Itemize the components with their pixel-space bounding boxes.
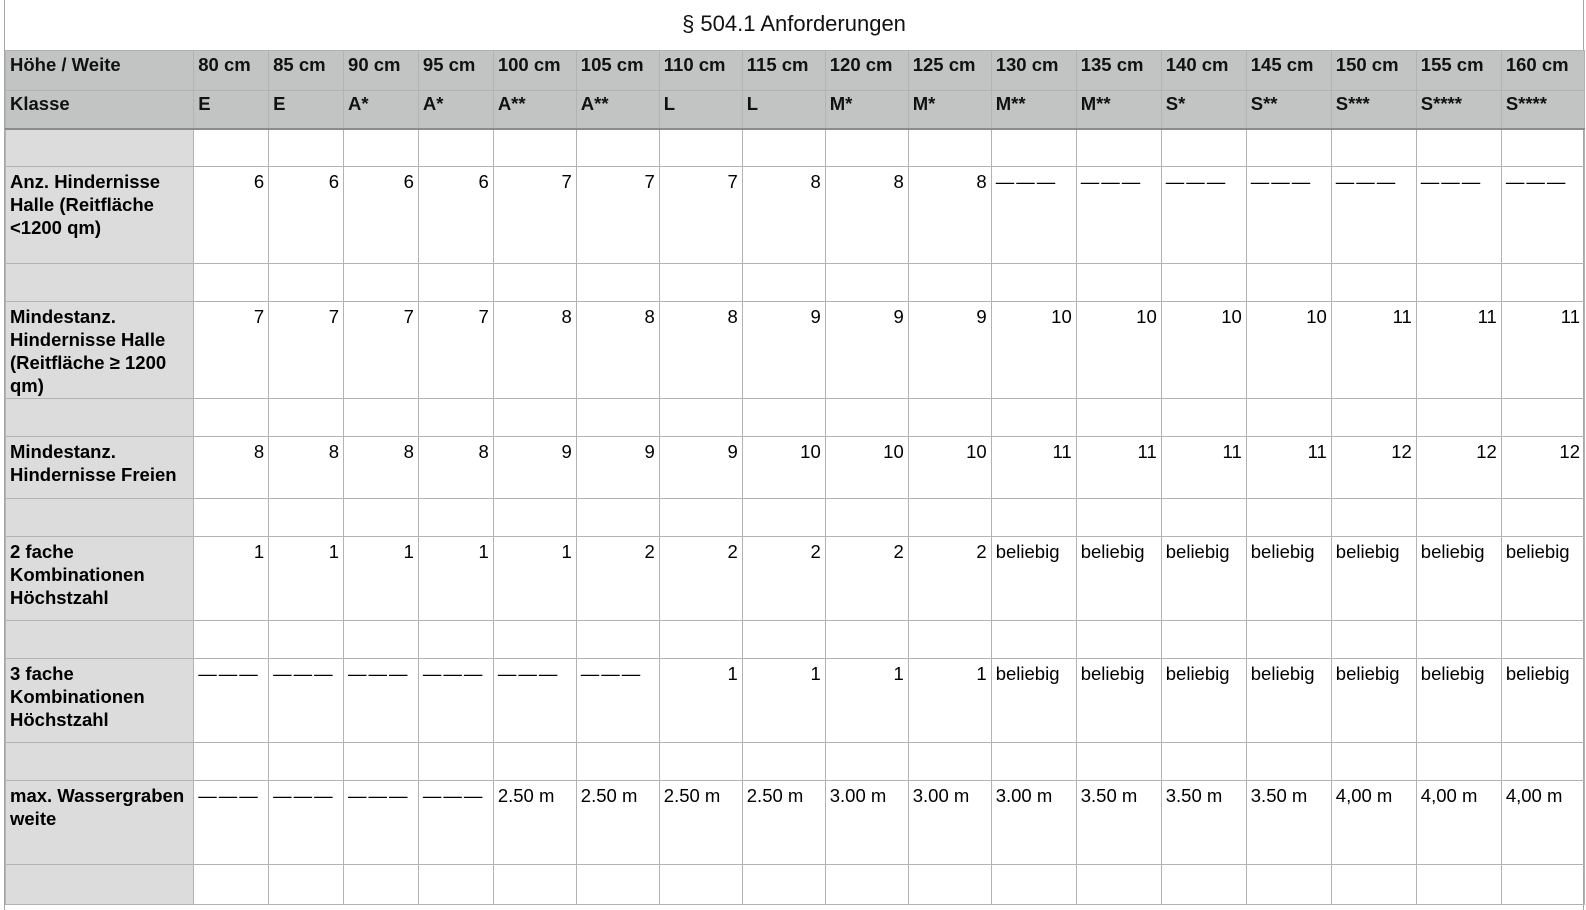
empty-cell[interactable]	[991, 865, 1076, 905]
empty-cell[interactable]	[493, 499, 576, 537]
empty-cell[interactable]	[1501, 621, 1584, 659]
empty-cell[interactable]	[1246, 499, 1331, 537]
header-class-cell[interactable]: A*	[344, 91, 419, 129]
data-cell[interactable]: 9	[576, 437, 659, 499]
data-cell[interactable]: ———	[1246, 167, 1331, 264]
empty-cell[interactable]	[825, 264, 908, 302]
empty-cell[interactable]	[6, 264, 194, 302]
data-cell[interactable]: 10	[1076, 302, 1161, 399]
table-row	[6, 167, 1585, 264]
header-class-cell[interactable]: S****	[1501, 91, 1584, 129]
empty-cell[interactable]	[742, 399, 825, 437]
data-cell[interactable]: 7	[194, 302, 269, 399]
header-height-cell[interactable]: 135 cm	[1076, 51, 1161, 91]
data-cell[interactable]: 6	[194, 167, 269, 264]
data-cell[interactable]: ———	[1501, 167, 1584, 264]
data-cell[interactable]: 11	[991, 437, 1076, 499]
spacer-row	[6, 399, 1585, 437]
empty-cell[interactable]	[6, 499, 194, 537]
data-cell[interactable]: ———	[991, 167, 1076, 264]
empty-cell[interactable]	[194, 129, 269, 167]
data-cell[interactable]: 4,00 m	[1416, 781, 1501, 865]
data-cell[interactable]: beliebig	[1331, 537, 1416, 621]
data-cell[interactable]: 2.50 m	[742, 781, 825, 865]
header-height-cell[interactable]: 90 cm	[344, 51, 419, 91]
data-cell[interactable]: 1	[742, 659, 825, 743]
empty-cell[interactable]	[1331, 499, 1416, 537]
header-class-cell[interactable]: E	[269, 91, 344, 129]
data-cell[interactable]: 8	[418, 437, 493, 499]
empty-cell[interactable]	[1331, 743, 1416, 781]
data-cell[interactable]: ———	[493, 659, 576, 743]
header-height-cell[interactable]: 85 cm	[269, 51, 344, 91]
empty-cell[interactable]	[1501, 264, 1584, 302]
data-cell[interactable]: 1	[659, 659, 742, 743]
data-cell[interactable]: 2.50 m	[493, 781, 576, 865]
data-cell[interactable]: ———	[1331, 167, 1416, 264]
data-cell[interactable]: 10	[1246, 302, 1331, 399]
spacer-row	[6, 743, 1585, 781]
empty-cell[interactable]	[576, 129, 659, 167]
data-cell[interactable]: beliebig	[991, 659, 1076, 743]
empty-cell[interactable]	[418, 399, 493, 437]
data-cell[interactable]: 9	[493, 437, 576, 499]
empty-cell[interactable]	[194, 499, 269, 537]
header-class-cell[interactable]: M**	[991, 91, 1076, 129]
data-cell[interactable]: ———	[194, 659, 269, 743]
empty-cell[interactable]	[659, 621, 742, 659]
data-cell[interactable]: ———	[1416, 167, 1501, 264]
spreadsheet-sheet	[4, 0, 1584, 910]
header-class-cell[interactable]: M*	[825, 91, 908, 129]
data-cell[interactable]: 2	[576, 537, 659, 621]
data-cell[interactable]: 8	[344, 437, 419, 499]
empty-cell[interactable]	[493, 399, 576, 437]
empty-cell[interactable]	[659, 264, 742, 302]
empty-cell[interactable]	[576, 399, 659, 437]
empty-cell[interactable]	[6, 621, 194, 659]
data-cell[interactable]: 12	[1331, 437, 1416, 499]
empty-cell[interactable]	[344, 399, 419, 437]
data-cell[interactable]: ———	[269, 659, 344, 743]
data-cell[interactable]: 8	[576, 302, 659, 399]
table-row	[6, 302, 1585, 399]
empty-cell[interactable]	[418, 264, 493, 302]
data-cell[interactable]: 3.50 m	[1246, 781, 1331, 865]
data-cell[interactable]: 10	[825, 437, 908, 499]
data-cell[interactable]: beliebig	[991, 537, 1076, 621]
header-label-height[interactable]: Höhe / Weite	[6, 51, 194, 91]
header-height-cell[interactable]: 155 cm	[1416, 51, 1501, 91]
data-cell[interactable]: beliebig	[1501, 659, 1584, 743]
row-label[interactable]: 3 fache Kombinationen Höchstzahl	[6, 659, 194, 743]
empty-cell[interactable]	[344, 865, 419, 905]
data-cell[interactable]: beliebig	[1076, 659, 1161, 743]
empty-cell[interactable]	[418, 621, 493, 659]
empty-cell[interactable]	[1416, 743, 1501, 781]
header-class-cell[interactable]: M*	[908, 91, 991, 129]
data-cell[interactable]: beliebig	[1416, 537, 1501, 621]
empty-cell[interactable]	[269, 743, 344, 781]
data-cell[interactable]: 2	[825, 537, 908, 621]
empty-cell[interactable]	[418, 743, 493, 781]
empty-cell[interactable]	[742, 129, 825, 167]
data-cell[interactable]: beliebig	[1076, 537, 1161, 621]
header-height-cell[interactable]: 140 cm	[1161, 51, 1246, 91]
data-cell[interactable]: 7	[418, 302, 493, 399]
data-cell[interactable]: 3.50 m	[1076, 781, 1161, 865]
empty-cell[interactable]	[1076, 399, 1161, 437]
empty-cell[interactable]	[991, 621, 1076, 659]
data-cell[interactable]: 9	[659, 437, 742, 499]
empty-cell[interactable]	[1161, 129, 1246, 167]
header-class-cell[interactable]: L	[742, 91, 825, 129]
empty-cell[interactable]	[991, 264, 1076, 302]
data-cell[interactable]: 8	[659, 302, 742, 399]
empty-cell[interactable]	[1246, 865, 1331, 905]
empty-cell[interactable]	[1076, 129, 1161, 167]
empty-cell[interactable]	[194, 621, 269, 659]
data-cell[interactable]: 3.50 m	[1161, 781, 1246, 865]
data-cell[interactable]: 2	[908, 537, 991, 621]
data-cell[interactable]: 1	[344, 537, 419, 621]
empty-cell[interactable]	[344, 264, 419, 302]
header-row-heights	[6, 51, 1585, 91]
empty-cell[interactable]	[991, 399, 1076, 437]
header-row-classes	[6, 91, 1585, 129]
empty-cell[interactable]	[194, 743, 269, 781]
empty-cell[interactable]	[493, 621, 576, 659]
empty-cell[interactable]	[269, 499, 344, 537]
empty-cell[interactable]	[1161, 399, 1246, 437]
empty-cell[interactable]	[991, 129, 1076, 167]
empty-cell[interactable]	[1501, 129, 1584, 167]
data-cell[interactable]: 12	[1501, 437, 1584, 499]
data-cell[interactable]: 2.50 m	[659, 781, 742, 865]
empty-cell[interactable]	[576, 865, 659, 905]
header-height-cell[interactable]: 125 cm	[908, 51, 991, 91]
data-cell[interactable]: beliebig	[1246, 659, 1331, 743]
data-cell[interactable]: 4,00 m	[1331, 781, 1416, 865]
empty-cell[interactable]	[1416, 264, 1501, 302]
data-cell[interactable]: 2	[742, 537, 825, 621]
empty-cell[interactable]	[576, 499, 659, 537]
data-cell[interactable]: 11	[1501, 302, 1584, 399]
empty-cell[interactable]	[269, 621, 344, 659]
data-cell[interactable]: 1	[825, 659, 908, 743]
empty-cell[interactable]	[576, 621, 659, 659]
empty-cell[interactable]	[6, 865, 194, 905]
data-cell[interactable]: 10	[991, 302, 1076, 399]
empty-cell[interactable]	[659, 743, 742, 781]
data-cell[interactable]: 11	[1076, 437, 1161, 499]
empty-cell[interactable]	[908, 264, 991, 302]
table-row	[6, 659, 1585, 743]
header-class-cell[interactable]: A**	[493, 91, 576, 129]
data-cell[interactable]: ———	[269, 781, 344, 865]
header-height-cell[interactable]: 120 cm	[825, 51, 908, 91]
empty-cell[interactable]	[1416, 865, 1501, 905]
empty-cell[interactable]	[825, 865, 908, 905]
empty-cell[interactable]	[659, 499, 742, 537]
empty-cell[interactable]	[418, 129, 493, 167]
empty-cell[interactable]	[418, 499, 493, 537]
header-height-cell[interactable]: 105 cm	[576, 51, 659, 91]
data-cell[interactable]: ———	[1161, 167, 1246, 264]
data-cell[interactable]: 8	[742, 167, 825, 264]
empty-cell[interactable]	[1246, 621, 1331, 659]
empty-cell[interactable]	[742, 865, 825, 905]
data-cell[interactable]: ———	[576, 659, 659, 743]
header-class-cell[interactable]: A**	[576, 91, 659, 129]
row-label[interactable]: 2 fache Kombinationen Höchstzahl	[6, 537, 194, 621]
header-class-cell[interactable]: M**	[1076, 91, 1161, 129]
data-cell[interactable]: ———	[1076, 167, 1161, 264]
empty-cell[interactable]	[908, 129, 991, 167]
data-cell[interactable]: beliebig	[1161, 537, 1246, 621]
header-class-cell[interactable]: L	[659, 91, 742, 129]
empty-cell[interactable]	[1416, 621, 1501, 659]
header-class-cell[interactable]: S*	[1161, 91, 1246, 129]
data-cell[interactable]: 3.00 m	[825, 781, 908, 865]
empty-cell[interactable]	[1076, 621, 1161, 659]
empty-cell[interactable]	[1246, 264, 1331, 302]
header-class-cell[interactable]: E	[194, 91, 269, 129]
empty-cell[interactable]	[344, 743, 419, 781]
spacer-row	[6, 264, 1585, 302]
row-label[interactable]: Mindestanz. Hindernisse Halle (Reitfläche ≥ 1200 qm)	[6, 302, 194, 399]
empty-cell[interactable]	[908, 499, 991, 537]
empty-cell[interactable]	[269, 865, 344, 905]
empty-cell[interactable]	[493, 129, 576, 167]
data-cell[interactable]: ———	[418, 659, 493, 743]
empty-cell[interactable]	[1076, 499, 1161, 537]
empty-cell[interactable]	[418, 865, 493, 905]
data-cell[interactable]: 11	[1246, 437, 1331, 499]
data-cell[interactable]: 9	[742, 302, 825, 399]
data-cell[interactable]: 10	[908, 437, 991, 499]
header-class-cell[interactable]: A*	[418, 91, 493, 129]
data-cell[interactable]: beliebig	[1331, 659, 1416, 743]
empty-cell[interactable]	[991, 743, 1076, 781]
empty-cell[interactable]	[1331, 264, 1416, 302]
data-cell[interactable]: 7	[659, 167, 742, 264]
empty-cell[interactable]	[742, 499, 825, 537]
data-cell[interactable]: 11	[1161, 437, 1246, 499]
empty-cell[interactable]	[1076, 865, 1161, 905]
empty-cell[interactable]	[269, 264, 344, 302]
data-cell[interactable]: ———	[344, 659, 419, 743]
empty-cell[interactable]	[1416, 499, 1501, 537]
empty-cell[interactable]	[269, 129, 344, 167]
data-cell[interactable]: ———	[418, 781, 493, 865]
data-cell[interactable]: 6	[269, 167, 344, 264]
empty-cell[interactable]	[1501, 499, 1584, 537]
header-height-cell[interactable]: 130 cm	[991, 51, 1076, 91]
empty-cell[interactable]	[742, 743, 825, 781]
empty-cell[interactable]	[194, 865, 269, 905]
row-label[interactable]: Anz. Hindernisse Halle (Reitfläche <1200 qm)	[6, 167, 194, 264]
header-height-cell[interactable]: 95 cm	[418, 51, 493, 91]
header-height-cell[interactable]: 150 cm	[1331, 51, 1416, 91]
empty-cell[interactable]	[825, 129, 908, 167]
empty-cell[interactable]	[1161, 499, 1246, 537]
data-cell[interactable]: beliebig	[1416, 659, 1501, 743]
header-height-cell[interactable]: 115 cm	[742, 51, 825, 91]
empty-cell[interactable]	[1246, 399, 1331, 437]
header-label-class[interactable]: Klasse	[6, 91, 194, 129]
header-height-cell[interactable]: 145 cm	[1246, 51, 1331, 91]
empty-cell[interactable]	[344, 129, 419, 167]
empty-cell[interactable]	[1246, 129, 1331, 167]
empty-cell[interactable]	[344, 499, 419, 537]
empty-cell[interactable]	[576, 743, 659, 781]
data-cell[interactable]: 1	[908, 659, 991, 743]
empty-cell[interactable]	[908, 865, 991, 905]
empty-cell[interactable]	[344, 621, 419, 659]
empty-cell[interactable]	[659, 399, 742, 437]
data-cell[interactable]: ———	[194, 781, 269, 865]
data-cell[interactable]: 6	[344, 167, 419, 264]
data-cell[interactable]: 3.00 m	[908, 781, 991, 865]
empty-cell[interactable]	[1416, 399, 1501, 437]
empty-cell[interactable]	[908, 743, 991, 781]
data-cell[interactable]: 1	[269, 537, 344, 621]
sheet-title: § 504.1 Anforderungen	[682, 11, 906, 36]
empty-cell[interactable]	[493, 264, 576, 302]
data-cell[interactable]: 7	[493, 167, 576, 264]
spacer-row	[6, 621, 1585, 659]
header-class-cell[interactable]: S***	[1331, 91, 1416, 129]
empty-cell[interactable]	[6, 743, 194, 781]
empty-cell[interactable]	[825, 743, 908, 781]
empty-cell[interactable]	[825, 399, 908, 437]
spacer-row	[6, 129, 1585, 167]
data-cell[interactable]: 4,00 m	[1501, 781, 1584, 865]
data-cell[interactable]: beliebig	[1161, 659, 1246, 743]
header-height-cell[interactable]: 110 cm	[659, 51, 742, 91]
data-cell[interactable]: 6	[418, 167, 493, 264]
data-cell[interactable]: 11	[1331, 302, 1416, 399]
empty-cell[interactable]	[493, 865, 576, 905]
empty-cell[interactable]	[1246, 743, 1331, 781]
empty-cell[interactable]	[1076, 264, 1161, 302]
data-cell[interactable]: 7	[344, 302, 419, 399]
empty-cell[interactable]	[908, 399, 991, 437]
data-cell[interactable]: 8	[493, 302, 576, 399]
empty-cell[interactable]	[742, 264, 825, 302]
empty-cell[interactable]	[269, 399, 344, 437]
empty-cell[interactable]	[1161, 743, 1246, 781]
data-cell[interactable]: 1	[418, 537, 493, 621]
empty-cell[interactable]	[1161, 264, 1246, 302]
empty-cell[interactable]	[1331, 399, 1416, 437]
empty-cell[interactable]	[194, 399, 269, 437]
empty-cell[interactable]	[1331, 129, 1416, 167]
empty-cell[interactable]	[1501, 399, 1584, 437]
empty-cell[interactable]	[6, 399, 194, 437]
spacer-row	[6, 865, 1585, 905]
empty-cell[interactable]	[825, 621, 908, 659]
data-cell[interactable]: 11	[1416, 302, 1501, 399]
data-cell[interactable]: 8	[269, 437, 344, 499]
row-label[interactable]: Mindestanz. Hindernisse Freien	[6, 437, 194, 499]
empty-cell[interactable]	[1161, 865, 1246, 905]
data-cell[interactable]: 9	[825, 302, 908, 399]
data-cell[interactable]: 8	[908, 167, 991, 264]
data-cell[interactable]: ———	[344, 781, 419, 865]
data-cell[interactable]: 2	[659, 537, 742, 621]
header-class-cell[interactable]: S****	[1416, 91, 1501, 129]
data-cell[interactable]: 7	[269, 302, 344, 399]
table-row	[6, 781, 1585, 865]
empty-cell[interactable]	[1331, 865, 1416, 905]
data-cell[interactable]: 7	[576, 167, 659, 264]
empty-cell[interactable]	[1501, 743, 1584, 781]
data-cell[interactable]: 8	[194, 437, 269, 499]
empty-cell[interactable]	[1161, 621, 1246, 659]
empty-cell[interactable]	[1501, 865, 1584, 905]
data-cell[interactable]: 10	[1161, 302, 1246, 399]
row-label[interactable]: max. Wassergraben weite	[6, 781, 194, 865]
data-cell[interactable]: 1	[493, 537, 576, 621]
header-height-cell[interactable]: 160 cm	[1501, 51, 1584, 91]
data-cell[interactable]: 12	[1416, 437, 1501, 499]
header-height-cell[interactable]: 80 cm	[194, 51, 269, 91]
empty-cell[interactable]	[1416, 129, 1501, 167]
empty-cell[interactable]	[908, 621, 991, 659]
empty-cell[interactable]	[1331, 621, 1416, 659]
data-cell[interactable]: 9	[908, 302, 991, 399]
data-cell[interactable]: beliebig	[1501, 537, 1584, 621]
data-cell[interactable]: 10	[742, 437, 825, 499]
data-cell[interactable]: 3.00 m	[991, 781, 1076, 865]
empty-cell[interactable]	[659, 865, 742, 905]
data-cell[interactable]: 8	[825, 167, 908, 264]
empty-cell[interactable]	[742, 621, 825, 659]
requirements-table	[5, 50, 1585, 905]
empty-cell[interactable]	[576, 264, 659, 302]
empty-cell[interactable]	[825, 499, 908, 537]
empty-cell[interactable]	[991, 499, 1076, 537]
empty-cell[interactable]	[194, 264, 269, 302]
empty-cell[interactable]	[6, 129, 194, 167]
header-class-cell[interactable]: S**	[1246, 91, 1331, 129]
empty-cell[interactable]	[493, 743, 576, 781]
spacer-row	[6, 499, 1585, 537]
data-cell[interactable]: 2.50 m	[576, 781, 659, 865]
table-row	[6, 537, 1585, 621]
empty-cell[interactable]	[659, 129, 742, 167]
data-cell[interactable]: 1	[194, 537, 269, 621]
table-row	[6, 437, 1585, 499]
header-height-cell[interactable]: 100 cm	[493, 51, 576, 91]
data-cell[interactable]: beliebig	[1246, 537, 1331, 621]
empty-cell[interactable]	[1076, 743, 1161, 781]
